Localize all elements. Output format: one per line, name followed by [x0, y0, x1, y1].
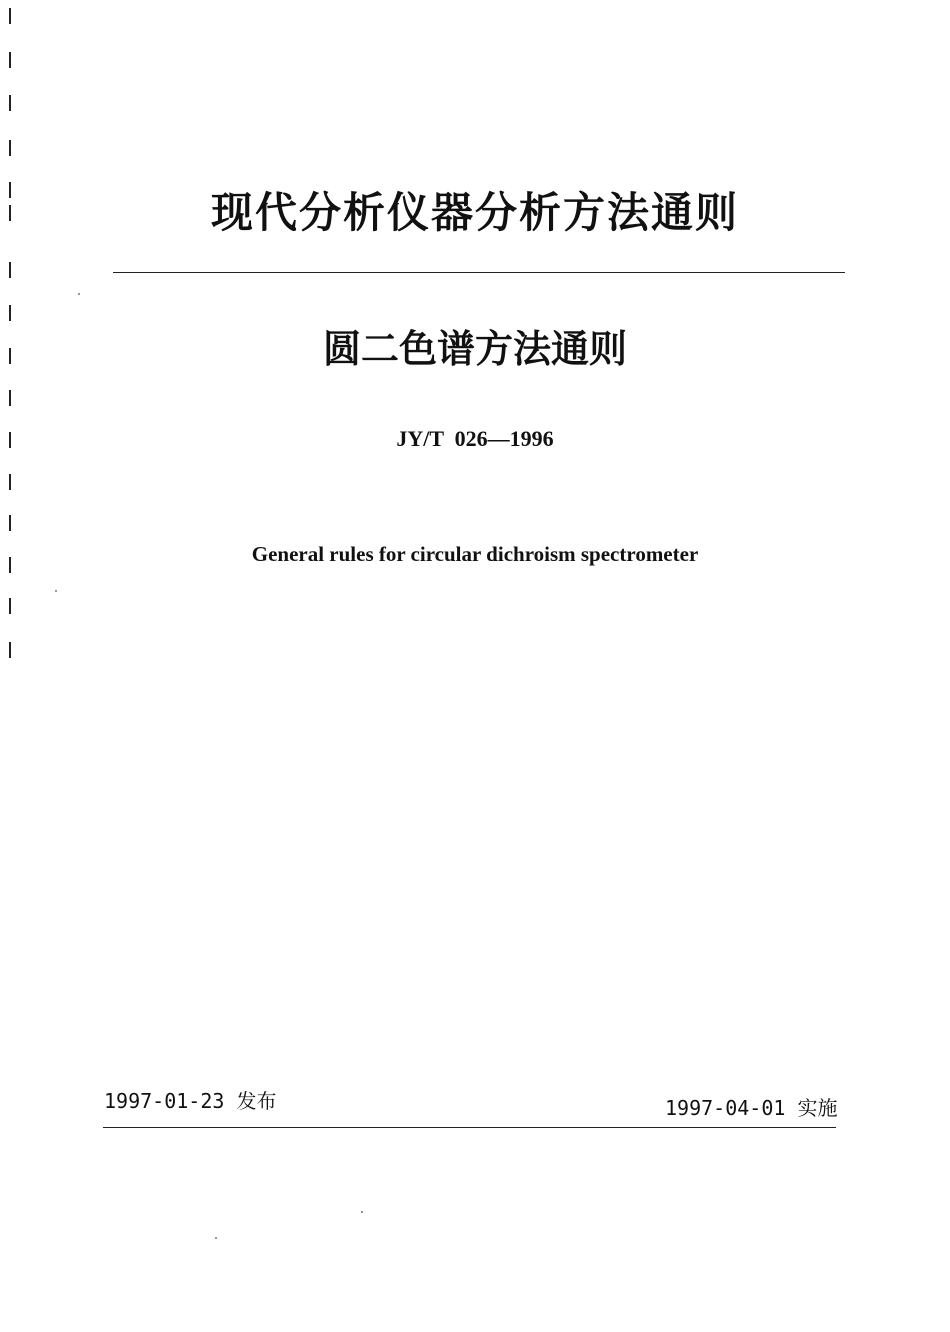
scan-speck: [78, 293, 80, 295]
series-title: 现代分析仪器分析方法通则: [210, 188, 739, 237]
standard-code: JY/T 026—1996: [396, 426, 554, 451]
top-divider: [113, 272, 845, 273]
document-title: 圆二色谱方法通则: [322, 327, 627, 371]
scan-speck: [215, 1237, 217, 1239]
english-title: General rules for circular dichroism spectrometer: [251, 542, 699, 566]
scan-speck: [361, 1211, 363, 1213]
issue-date: 1997-01-23 发布: [104, 1089, 277, 1113]
effective-date: 1997-04-01 实施: [665, 1096, 838, 1120]
bottom-divider: [103, 1127, 836, 1128]
scan-speck: [55, 590, 57, 592]
